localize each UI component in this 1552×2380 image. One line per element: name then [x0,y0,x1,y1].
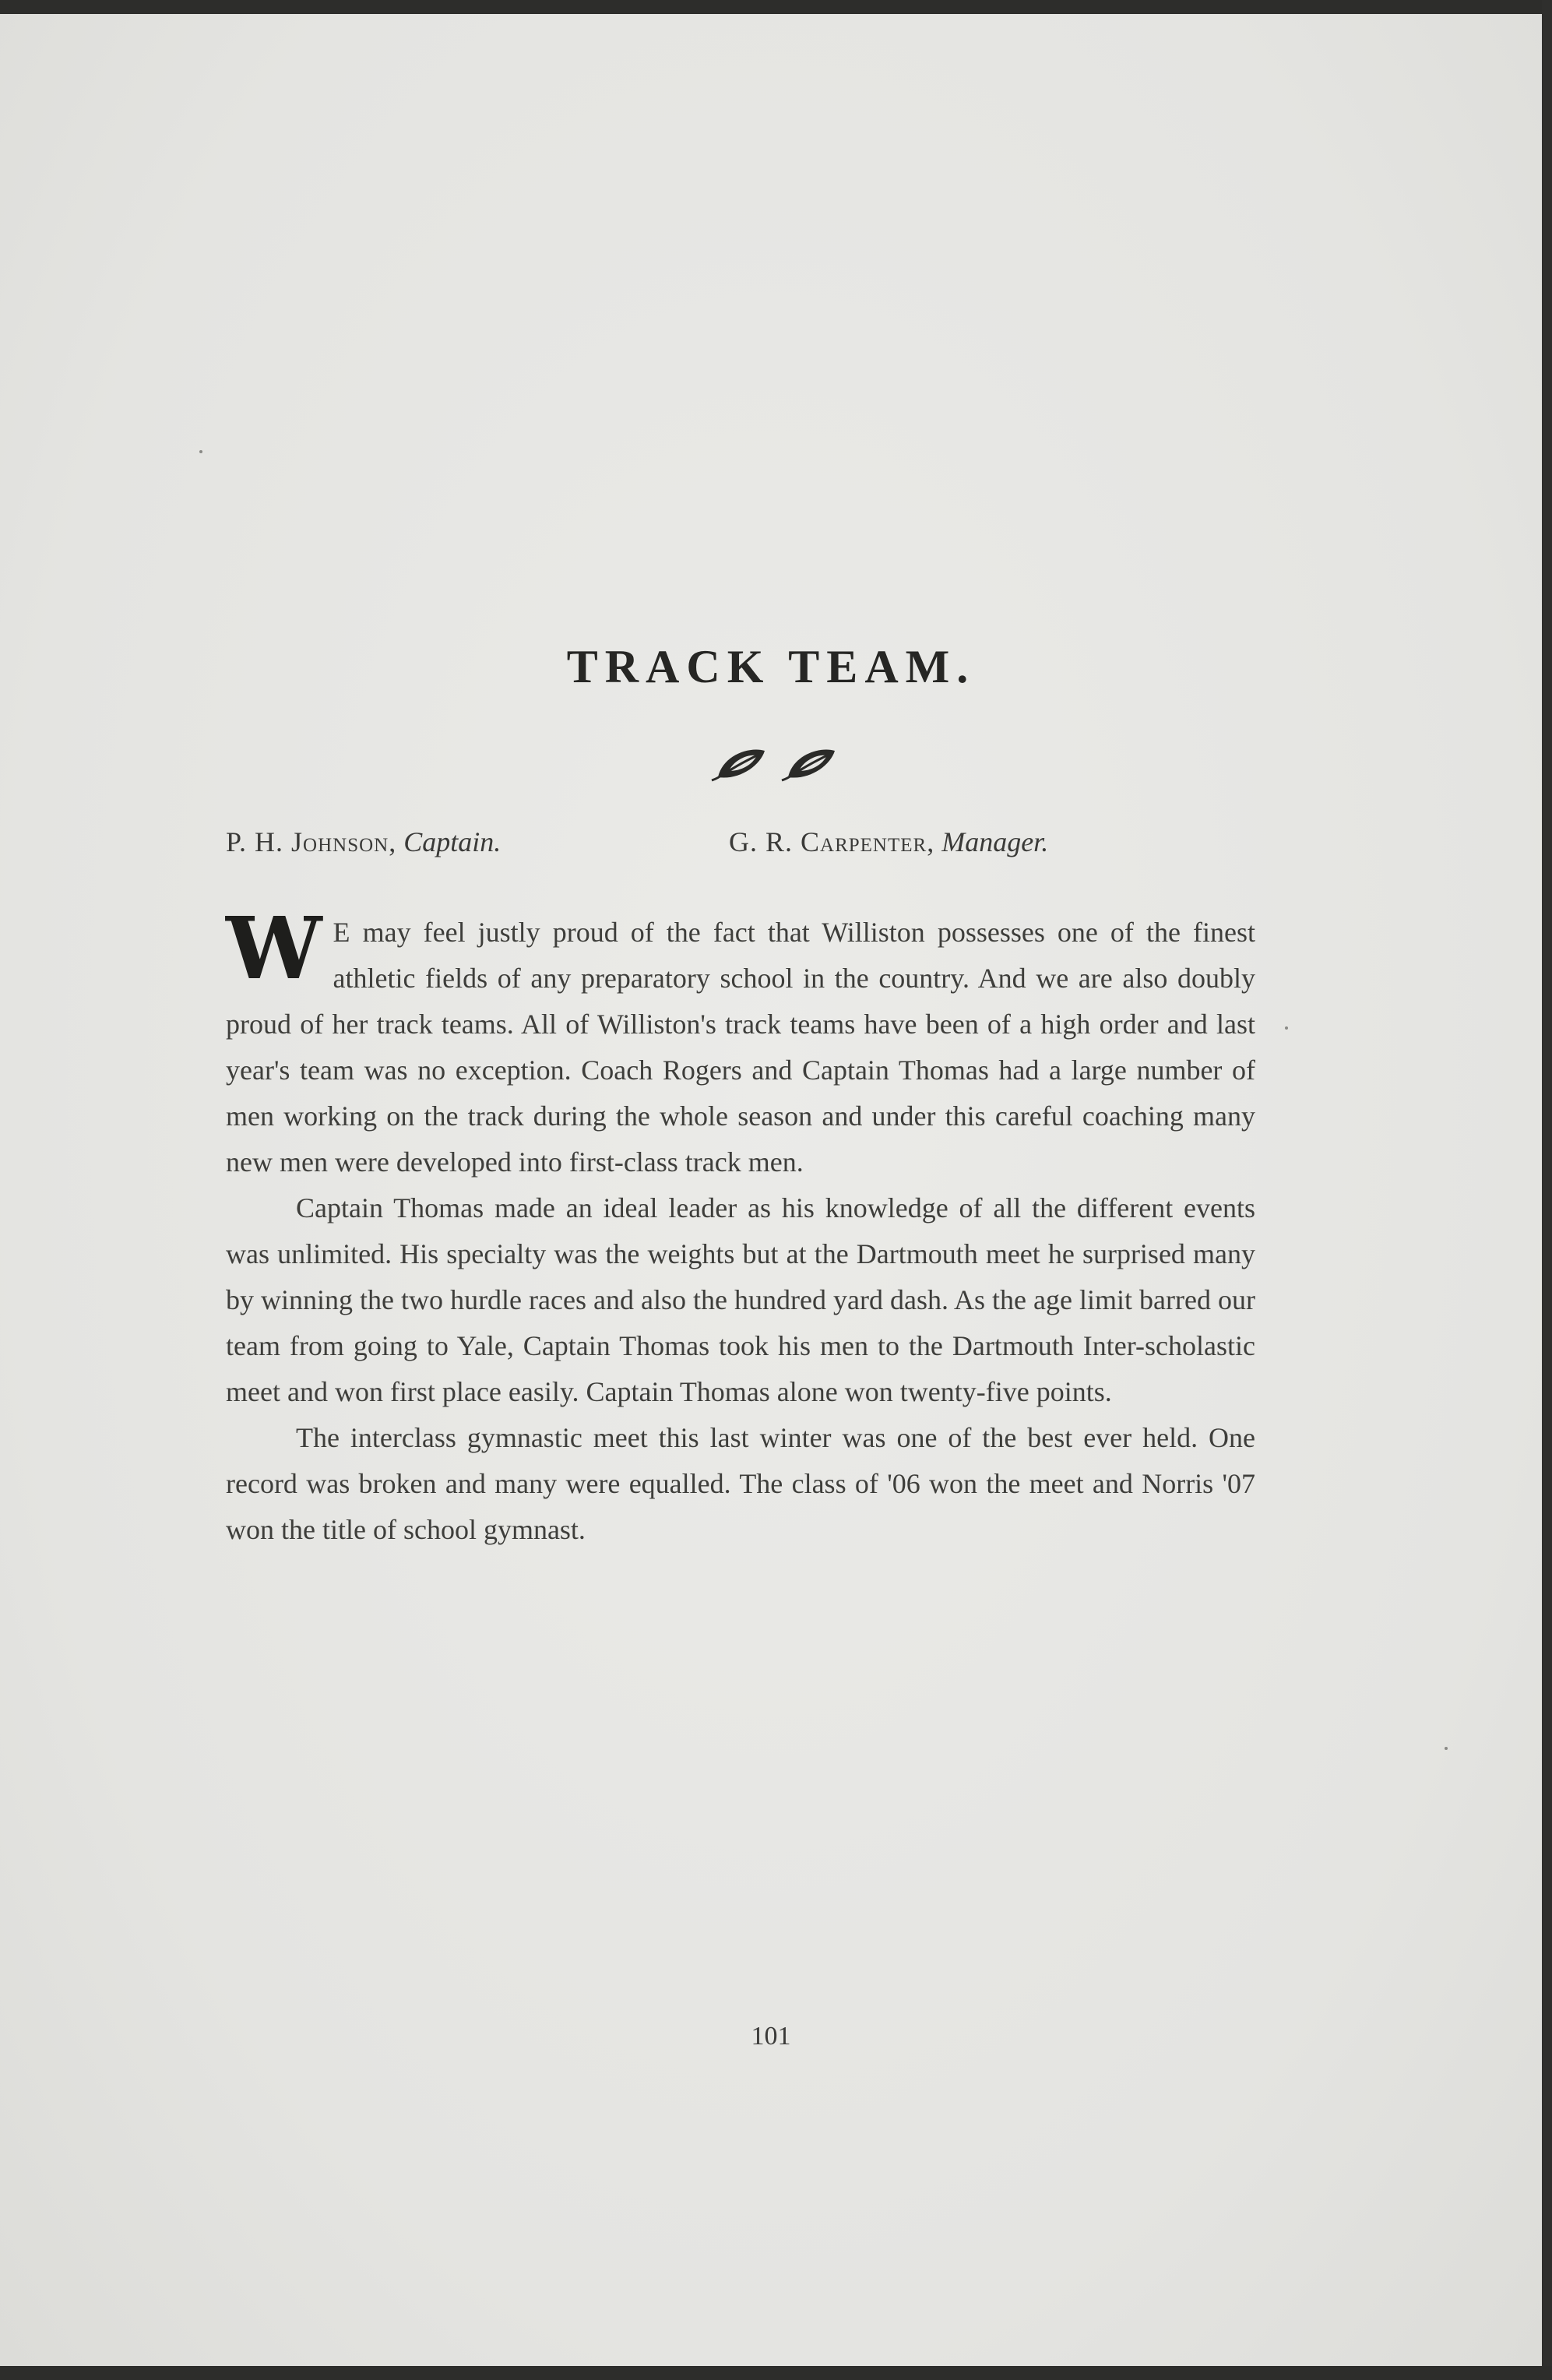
fleuron-ornament-icon [677,740,864,787]
article-body [226,898,1255,1553]
drop-cap: W [226,898,322,998]
paragraph-text: E may feel justly proud of the fact that Williston possesses one of the finest athletic fields of any preparatory school in the country. And we are also doubly proud of her track teams. All of Williston's track teams have been of a high order and last year's team was no exception. Coach Rogers and Captain Thomas had a large number of men working on the track during the whole season and under this careful coaching many new men were developed into first-class track men. [226,917,1255,1178]
manager-role: Manager. [941,826,1049,857]
page-number: 101 [751,2022,791,2051]
paragraph-3: The interclass gymnastic meet this last winter was one of the best ever held. One record was broken and many were equalled. The class of '06 won the meet and Norris '07 won the title of school gymnast. [226,1422,1255,1545]
manager-entry [729,826,1048,858]
page-title: TRACK TEAM. [566,641,976,692]
manager-name: G. R. Carpenter, [729,826,935,857]
captain-role: Captain. [403,826,501,857]
paper-speck [1285,1026,1288,1030]
scan-border-right [1542,0,1552,2380]
captain-entry [226,826,501,858]
captain-name: P. H. Johnson, [226,826,397,857]
paper-speck [199,450,202,453]
paragraph-2: Captain Thomas made an ideal leader as his knowledge of all the different events was unlimited. His specialty was the weights but at the Dartmouth meet he surprised many by winning the two hurdle races and also the hundred yard dash. As the age limit barred our team from going to Yale, Captain Thomas took his men to the Dartmouth Inter-scholastic meet and won first place easily. Captain Thomas alone won twenty-five points. [226,1192,1255,1407]
paper-speck [1445,1747,1448,1750]
scan-border-bottom [0,2366,1552,2380]
paragraph-1 [226,898,1255,1185]
scan-border-top [0,0,1552,14]
